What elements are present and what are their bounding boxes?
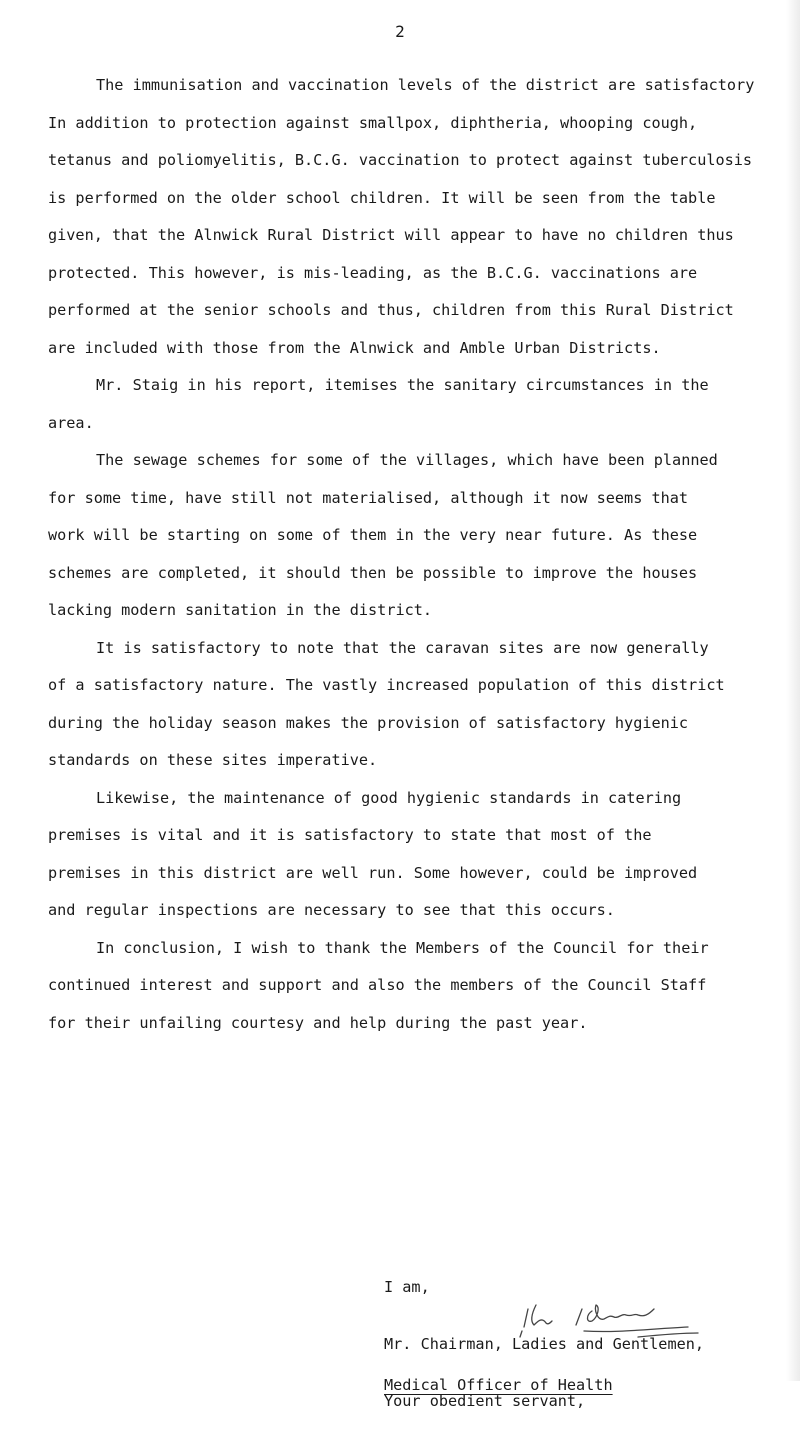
- page-edge-shadow: [786, 0, 800, 1381]
- text-line: performed at the senior schools and thus, children from this Rural District: [48, 301, 734, 319]
- signatory-title: Medical Officer of Health: [384, 1376, 613, 1394]
- closing-salutation: Mr. Chairman, Ladies and Gentlemen,: [384, 1335, 705, 1353]
- text-line: given, that the Alnwick Rural District will appear to have no children thus: [48, 226, 734, 244]
- signatory-title-block: [384, 1338, 613, 1414]
- text-line: In addition to protection against smallpox, diphtheria, whooping cough,: [48, 113, 698, 132]
- text-line: and regular inspections are necessary to see that this occurs.: [48, 901, 615, 919]
- handwritten-signature: [488, 1295, 758, 1343]
- closing-servant: Your obedient servant,: [384, 1392, 586, 1410]
- text-line: premises is vital and it is satisfactory to state that most of the: [48, 826, 652, 844]
- text-line: Likewise, the maintenance of good hygienic standards in catering: [96, 788, 682, 807]
- text-line: In conclusion, I wish to thank the Members of the Council for their: [96, 938, 709, 957]
- text-line: is performed on the older school children. It will be seen from the table: [48, 188, 716, 207]
- text-line: during the holiday season makes the provision of satisfactory hygienic: [48, 713, 689, 732]
- text-line: for some time, have still not materialised, although it now seems that: [48, 488, 689, 507]
- text-line: It is satisfactory to note that the caravan sites are now generally: [96, 638, 709, 657]
- text-line: work will be starting on some of them in the very near future. As these: [48, 526, 698, 544]
- text-line: for their unfailing courtesy and help during the past year.: [48, 1013, 588, 1032]
- page-number: 2: [395, 22, 405, 41]
- text-line: premises in this district are well run. Some however, could be improved: [48, 863, 698, 882]
- text-line: schemes are completed, it should then be possible to improve the houses: [48, 563, 698, 582]
- text-line: lacking modern sanitation in the district.: [48, 601, 433, 619]
- text-line: tetanus and poliomyelitis, B.C.G. vaccination to protect against tuberculosis: [48, 151, 753, 169]
- text-line: protected. This however, is mis-leading, as the B.C.G. vaccinations are: [48, 263, 698, 282]
- text-line: of a satisfactory nature. The vastly increased population of this district: [48, 676, 725, 694]
- closing-greeting: I am,: [384, 1278, 430, 1296]
- text-line: continued interest and support and also the members of the Council Staff: [48, 976, 707, 994]
- text-line: standards on these sites imperative.: [48, 751, 378, 769]
- text-line: Mr. Staig in his report, itemises the sanitary circumstances in the: [96, 376, 709, 394]
- text-line: are included with those from the Alnwick and Amble Urban Districts.: [48, 338, 661, 357]
- text-line: area.: [48, 413, 94, 432]
- letter-body: [0, 67, 755, 1267]
- text-line: The immunisation and vaccination levels of the district are satisfactory: [96, 76, 755, 94]
- text-line: The sewage schemes for some of the villages, which have been planned: [96, 451, 718, 469]
